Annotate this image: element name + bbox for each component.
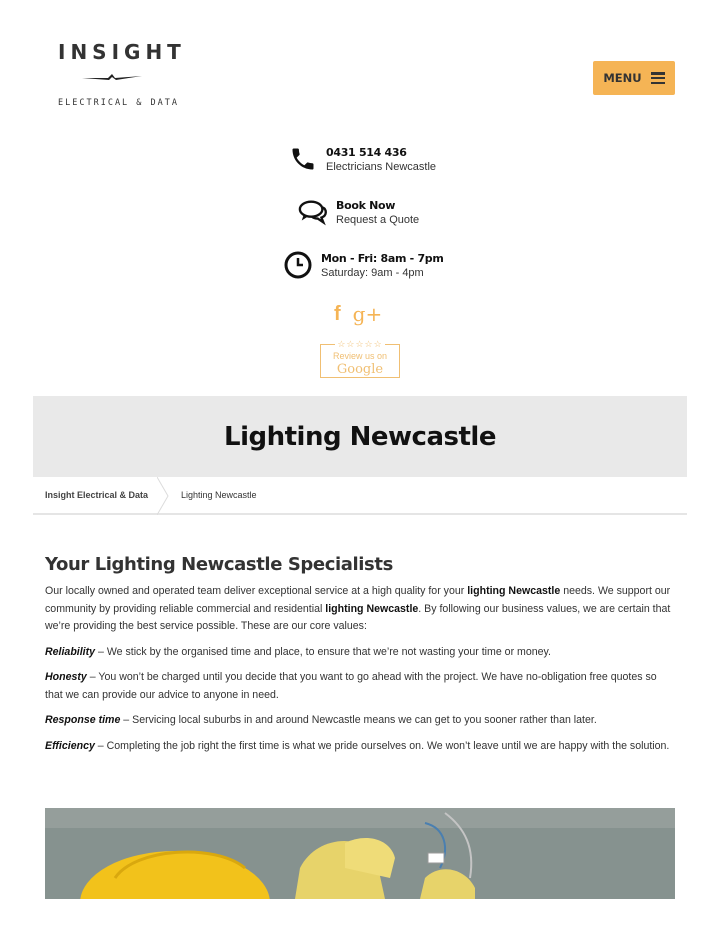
google-plus-icon[interactable]: g+: [352, 302, 383, 326]
contact-phone[interactable]: [288, 144, 436, 174]
breadcrumb-home-link[interactable]: Insight Electrical & Data: [45, 490, 149, 500]
chat-bubbles-icon: [298, 197, 328, 227]
phone-subtitle: Electricians Newcastle: [326, 160, 437, 173]
clock-icon: [283, 250, 313, 280]
site-logo[interactable]: [58, 40, 186, 112]
value-efficiency: Efficiency – Completing the job right the first time is what we pride ourselves on. We won’t leave until we are happy with the solution.: [45, 739, 670, 752]
value-response-time: Response time – Servicing local suburbs in and around Newcastle means we can get to you sooner rather than later.: [45, 714, 597, 726]
section-heading: Your Lighting Newcastle Specialists: [45, 554, 393, 575]
book-now-subtitle: Request a Quote: [336, 213, 420, 226]
page-title: Lighting Newcastle: [224, 421, 496, 452]
logo-tagline: ELECTRICAL & DATA: [58, 98, 179, 108]
breadcrumb: [33, 477, 687, 515]
menu-label: MENU: [603, 71, 642, 85]
book-now-title[interactable]: Book Now: [336, 198, 396, 212]
hours-weekday: Mon - Fri: 8am - 7pm: [321, 251, 444, 265]
review-google-label: Google: [336, 362, 384, 377]
contact-hours: [283, 250, 444, 280]
intro-paragraph: Our locally owned and operated team deliver exceptional service at a high quality for your lighting Newcastle needs. We support our community by providing reliable commercial and residential lighting Newcastle. By following our business values, we are certain that we’re providing the best service possible. These are our core values:: [45, 585, 671, 632]
value-honesty: Honesty – You won’t be charged until you decide that you want to go ahead with the project. We have no-obligation free quotes so that we can provide our advice to anyone in need.: [45, 671, 657, 701]
star-rating-icon: ☆☆☆☆☆: [337, 339, 383, 349]
breadcrumb-separator-icon: [157, 477, 169, 515]
logo-wordmark: INSIGHT: [58, 40, 186, 64]
electrician-illustration: [45, 808, 675, 899]
lightning-bolt-icon: [82, 72, 142, 82]
main-content: [45, 554, 675, 763]
hours-saturday: Saturday: 9am - 4pm: [321, 266, 424, 279]
hero-image-electrician: [45, 808, 675, 899]
hamburger-icon: [651, 72, 665, 84]
phone-icon: [288, 144, 318, 174]
review-label: Review us on: [332, 351, 388, 361]
phone-number[interactable]: 0431 514 436: [326, 145, 407, 159]
value-reliability: Reliability – We stick by the organised time and place, to ensure that we’re not wasting your time or money.: [45, 645, 552, 658]
breadcrumb-current: Lighting Newcastle: [181, 490, 257, 500]
google-review-badge[interactable]: [320, 340, 400, 382]
page-title-band: [33, 396, 687, 477]
contact-book-now[interactable]: [298, 197, 419, 227]
menu-button[interactable]: [593, 61, 675, 95]
social-links: [334, 302, 382, 326]
facebook-icon[interactable]: f: [334, 302, 341, 325]
